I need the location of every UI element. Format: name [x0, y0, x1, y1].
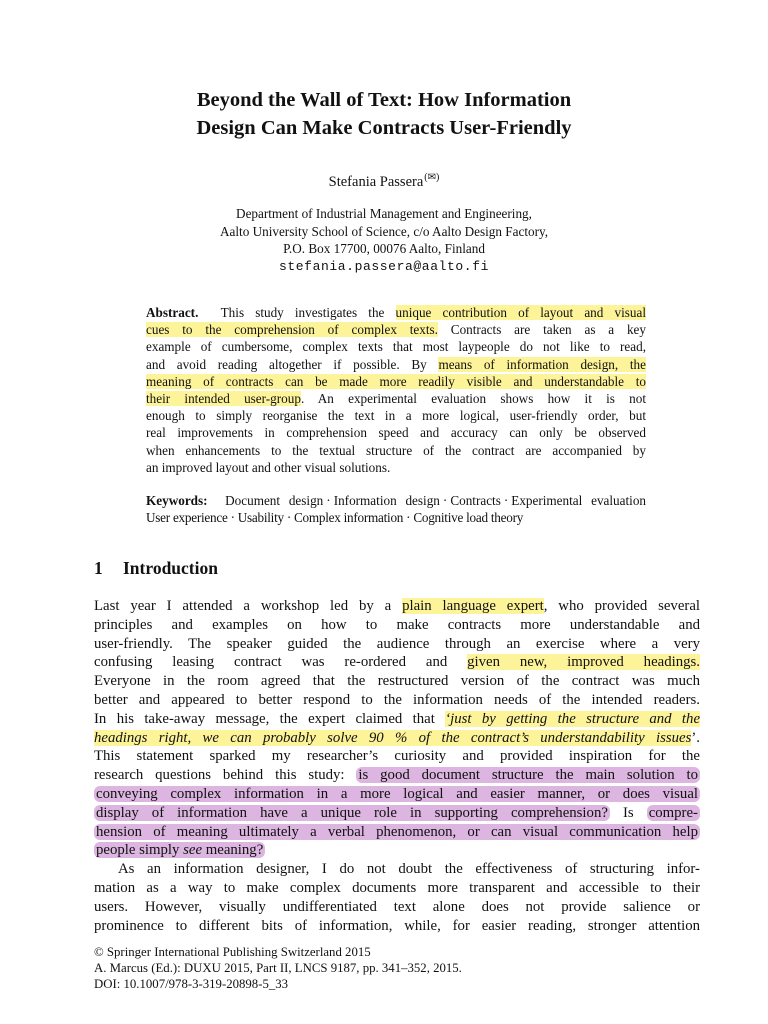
highlight[interactable]: unique contribution of layout and visual: [395, 305, 646, 320]
citation: A. Marcus (Ed.): DUXU 2015, Part II, LNCS 9187, pp. 341–352, 2015.: [94, 961, 462, 975]
author-name: Stefania Passera: [328, 173, 424, 190]
paper-title: [60, 86, 708, 142]
body-text: research questions behind this study:: [94, 767, 357, 784]
affiliation-line-3: P.O. Box 17700, 00076 Aalto, Finland: [283, 241, 485, 256]
author: [0, 172, 768, 191]
body-text: , who provided several: [543, 598, 700, 614]
keyword-separator: ·: [326, 493, 331, 508]
body-text: principles and examples on how to make contracts more understandable and: [94, 616, 700, 633]
affiliation-line-2: Aalto University School of Science, c/o Aalto Design Factory,: [219, 223, 549, 239]
keyword-separator: ·: [230, 510, 235, 526]
body-text: Last year I attended a workshop led by a: [94, 598, 403, 614]
highlight[interactable]: cues to the comprehension of complex texts.: [146, 322, 438, 338]
highlight[interactable]: display of information have a unique role in supporting comprehension?: [96, 804, 608, 821]
affiliation: [0, 205, 768, 275]
keyword-separator: ·: [503, 493, 509, 508]
section-title: Introduction: [123, 558, 218, 578]
abstract-label: Abstract.: [146, 305, 199, 320]
highlight[interactable]: plain language expert: [402, 598, 544, 614]
body-text: mation as a way to make complex documents more transparent and accessible to their: [94, 879, 700, 896]
copyright-notice: © Springer International Publishing Switzerland 2015: [94, 945, 371, 959]
body-text: In his take-away message, the expert claimed that: [94, 710, 446, 727]
keyword: Contracts: [450, 493, 501, 508]
keyword-separator: ·: [442, 493, 448, 508]
body-text: see: [183, 842, 203, 859]
highlight[interactable]: headings right, we can probably solve 90 % of the contract’s understandability issues: [94, 729, 692, 746]
title-line-1: Beyond the Wall of Text: How Information: [196, 89, 572, 111]
highlight[interactable]: given new, improved headings.: [467, 654, 700, 671]
body-text: This statement sparked my researcher’s curiosity and provided inspiration for the: [94, 748, 700, 765]
highlight[interactable]: their intended user-group: [146, 391, 301, 407]
section-heading: [94, 558, 218, 579]
highlight[interactable]: conveying complex information in a more logical and easier manner, or does visual: [96, 785, 698, 802]
body-text: user-friendly. The speaker guided the audience through an exercise where a very: [94, 635, 700, 652]
keywords-label: Keywords:: [146, 493, 208, 508]
envelope-icon[interactable]: (✉): [424, 172, 440, 183]
abstract-text: enough to simply reorganise the text in a more logical, user-friendly order, but: [146, 408, 646, 424]
keyword-separator: ·: [406, 510, 411, 526]
highlight[interactable]: compre-: [648, 804, 698, 821]
doi[interactable]: DOI: 10.1007/978-3-319-20898-5_33: [94, 977, 289, 991]
body-text: people simply: [96, 842, 184, 859]
body-text: confusing leasing contract was re-ordered and: [94, 654, 468, 671]
abstract-text: real improvements in comprehension speed and accuracy can only be observed: [146, 425, 646, 441]
keyword: Cognitive load theory: [413, 510, 524, 526]
highlight[interactable]: is good document structure the main solution to: [358, 767, 698, 784]
body-text: Is: [609, 804, 647, 821]
abstract-text: Contracts are taken as a key: [437, 322, 647, 338]
abstract-text: . An experimental evaluation shows how it is not: [300, 391, 646, 407]
keyword: User experience: [146, 510, 228, 526]
highlight[interactable]: means of information design, the: [438, 356, 646, 372]
keywords: [146, 492, 646, 526]
body-text: users. However, visually undifferentiated text alone does not provide salience or: [94, 898, 700, 915]
title-line-2: Design Can Make Contracts User-Friendly: [196, 117, 572, 139]
section-number: 1: [94, 558, 103, 578]
affiliation-line-1: Department of Industrial Management and Engineering,: [236, 206, 532, 221]
body-text: better and appeared to better respond to the information needs of the intended readers.: [94, 691, 700, 708]
abstract: [146, 304, 646, 476]
highlight[interactable]: ‘just by getting the structure and the: [445, 710, 701, 727]
body-text: prominence to different bits of information, while, for easier reading, stronger attention: [94, 917, 700, 934]
keyword-separator: ·: [286, 510, 291, 526]
abstract-text: example of cumbersome, complex texts that most laypeople do not like to read,: [146, 339, 646, 355]
keyword: Usability: [237, 510, 284, 526]
author-email[interactable]: stefania.passera@aalto.fi: [278, 258, 490, 274]
body-text: Everyone in the room agreed that the restructured version of the contract was much: [94, 673, 700, 690]
keyword: Complex information: [293, 510, 404, 526]
abstract-text: This study investigates the: [220, 305, 396, 320]
abstract-text: and avoid reading altogether if possible. By: [146, 356, 439, 372]
highlight[interactable]: hension of meaning ultimately a verbal phenomenon, or can visual communication help: [96, 823, 698, 840]
body-text: ’.: [691, 729, 700, 746]
footer: [94, 944, 462, 992]
highlight[interactable]: meaning of contracts can be made more readily visible and understandable to: [146, 373, 646, 389]
keyword: Information design: [333, 493, 440, 508]
introduction-body: [94, 597, 700, 935]
keyword: Document design: [225, 493, 324, 508]
keyword: Experimental evaluation: [511, 493, 647, 508]
body-text: As an information designer, I do not doubt the effectiveness of structuring infor-: [118, 861, 700, 878]
abstract-text: when enhancements to the textual structure of the contract are accompanied by: [146, 442, 646, 458]
highlight[interactable]: [94, 842, 265, 858]
body-text: meaning?: [202, 842, 264, 859]
abstract-text: an improved layout and other visual solutions.: [146, 459, 391, 475]
